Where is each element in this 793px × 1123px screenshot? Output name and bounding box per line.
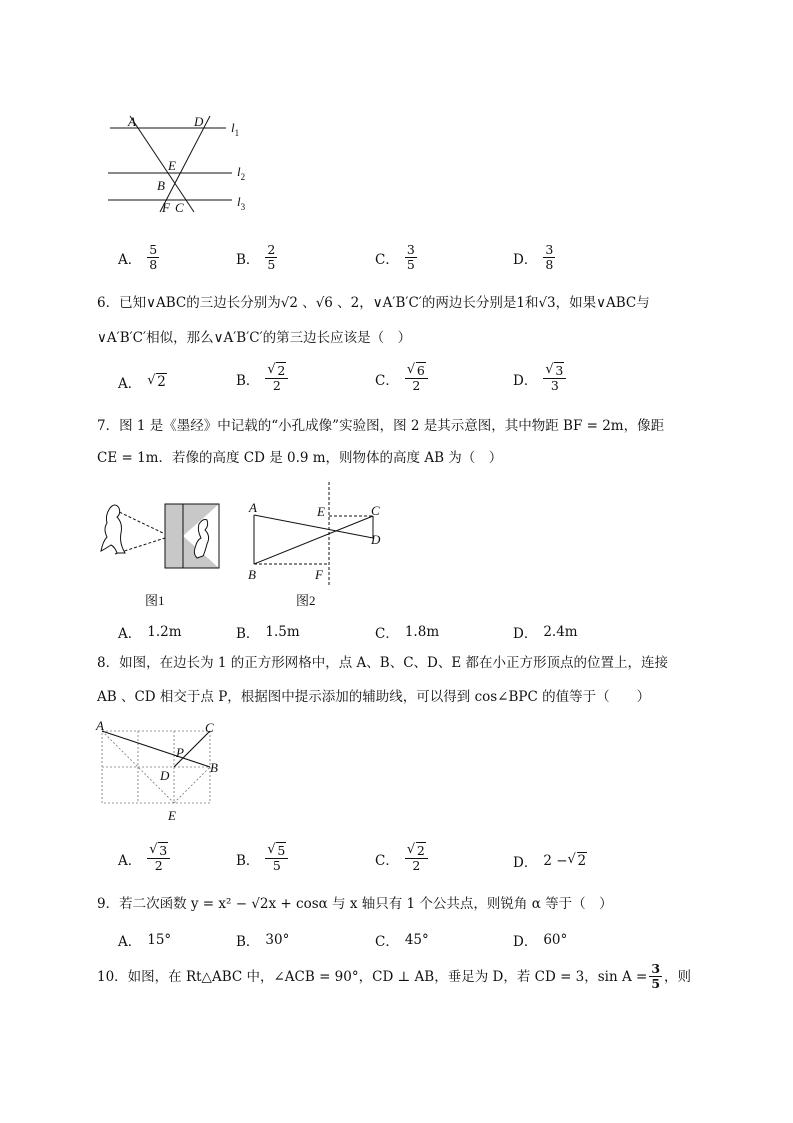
fraction: $\frac{3}{8}$ [545, 242, 554, 272]
q9-option-b[interactable]: B． 30° [236, 932, 290, 950]
q5-option-a[interactable]: A． $\frac{5}{8}$ [118, 242, 158, 272]
q5-option-c[interactable]: C． $\frac{3}{5}$ [375, 242, 415, 272]
label-A: A [128, 114, 136, 129]
q9-option-d[interactable]: D． 60° [513, 932, 568, 950]
q10-stem-text: 10．如图，在 Rt△ABC 中，∠ACB = 90°，CD ⊥ AB，垂足为 D，若 CD = 3，sin A = [97, 968, 648, 985]
fraction: √ $\frac{5}{5}$ [265, 844, 288, 873]
q7-option-a[interactable]: A． 1.2m [118, 624, 182, 642]
ray-upper [115, 510, 165, 534]
q6-stem-line2: ∨A′B′C′相似，那么∨A′B′C′的第三边长应该是（ ） [97, 330, 412, 346]
q9-stem: 9．若二次函数 y = x² − √2x + cosα 与 x 轴只有 1 个公共点，则锐角 α 等于（ ） [97, 896, 613, 912]
label-B: B [248, 567, 256, 582]
label-l3: $l_3$ [237, 194, 246, 212]
q6-option-a[interactable]: A． √ 2 [118, 372, 167, 392]
fraction: √ $\frac{2}{2}$ [405, 844, 428, 873]
label-E: E [317, 504, 325, 519]
fraction: √ $\frac{3}{3}$ [543, 364, 566, 393]
radical: √ 2 [568, 853, 588, 869]
label-C: C [205, 720, 214, 735]
q5-option-d[interactable]: D． $\frac{3}{8}$ [513, 242, 554, 272]
label-D: D [194, 114, 204, 129]
fraction: $\frac{5}{8}$ [149, 242, 158, 272]
q8-option-c[interactable]: C． √ $\frac{2}{2}$ [375, 844, 428, 873]
label-C: C [175, 200, 184, 215]
q8-figure [90, 716, 230, 826]
q8-stem-line2: AB 、CD 相交于点 P，根据图中提示添加的辅助线，可以得到 cos∠BPC 的值等于（ ） [97, 689, 651, 705]
radical: √ 2 [147, 374, 167, 390]
q8-option-a[interactable]: A． √ $\frac{3}{2}$ [118, 844, 170, 873]
fraction: √ $\frac{2}{2}$ [265, 364, 288, 393]
label-B: B [157, 178, 165, 193]
label-C: C [371, 503, 380, 518]
q9-option-c[interactable]: C． 45° [375, 932, 429, 950]
q7-stem-line1: 7．图 1 是《墨经》中记载的“小孔成像”实验图，图 2 是其示意图，其中物距 BF = 2m，像距 [97, 418, 665, 434]
q6-option-d[interactable]: D． √ $\frac{3}{3}$ [513, 364, 566, 393]
q7-option-c[interactable]: C． 1.8m [375, 624, 440, 642]
q8-option-b[interactable]: B． √ $\frac{5}{5}$ [236, 844, 288, 873]
fraction: $\frac{3}{5}$ [406, 242, 415, 272]
label-P: P [176, 745, 184, 760]
q6-stem-line1: 6．已知∨ABC的三边长分别为√2 、√6 、2，∨A′B′C′的两边长分别是1和√3，如果∨ABC与 [97, 295, 650, 311]
segment-ab [102, 731, 210, 767]
label-F: F [315, 567, 323, 582]
person-silhouette [101, 505, 125, 553]
fraction: √ $\frac{6}{2}$ [405, 364, 428, 393]
caption-figure-2: 图2 [296, 593, 316, 608]
ray-b-c [254, 516, 373, 564]
label-A: A [96, 718, 104, 733]
caption-figure-1: 图1 [145, 593, 165, 608]
q7-figure-1 [95, 498, 225, 614]
q6-option-b[interactable]: B． √ $\frac{2}{2}$ [236, 364, 288, 393]
line-ac [130, 116, 194, 212]
q5-option-b[interactable]: B． $\frac{2}{5}$ [236, 242, 276, 272]
q5-figure [100, 108, 260, 220]
q7-option-b[interactable]: B． 1.5m [236, 624, 300, 642]
label-D: D [371, 532, 381, 547]
fraction: √ $\frac{3}{2}$ [147, 844, 170, 873]
label-l2: $l_2$ [237, 164, 246, 182]
q8-stem-line1: 8．如图，在边长为 1 的正方形网格中，点 A、B、C、D、E 都在小正方形顶点的位置上，连接 [97, 655, 669, 671]
label-E: E [168, 808, 176, 823]
q8-option-d[interactable]: D． 2 − √ 2 [513, 851, 587, 871]
q7-figure-2 [240, 478, 390, 612]
q6-option-c[interactable]: C． √ $\frac{6}{2}$ [375, 364, 428, 393]
label-E: E [168, 158, 176, 173]
box-left-panel [165, 504, 183, 568]
q7-stem-line2: CE = 1m．若像的高度 CD 是 0.9 m，则物体的高度 AB 为（ ） [97, 450, 503, 466]
fraction: $\frac{2}{5}$ [267, 242, 276, 272]
label-A: A [249, 500, 257, 515]
q7-option-d[interactable]: D． 2.4m [513, 624, 578, 642]
q9-option-a[interactable]: A． 15° [118, 932, 172, 950]
aux-line-eb [174, 767, 210, 803]
fraction: $\frac{3}{5}$ [651, 961, 661, 991]
ray-a-d [254, 515, 373, 538]
label-F: F [162, 200, 170, 215]
label-D: D [160, 768, 170, 783]
label-l1: $l_1$ [231, 120, 240, 138]
q10-stem-tail: ，则 [664, 968, 692, 985]
q10-stem [97, 962, 691, 991]
label-B: B [210, 760, 218, 775]
